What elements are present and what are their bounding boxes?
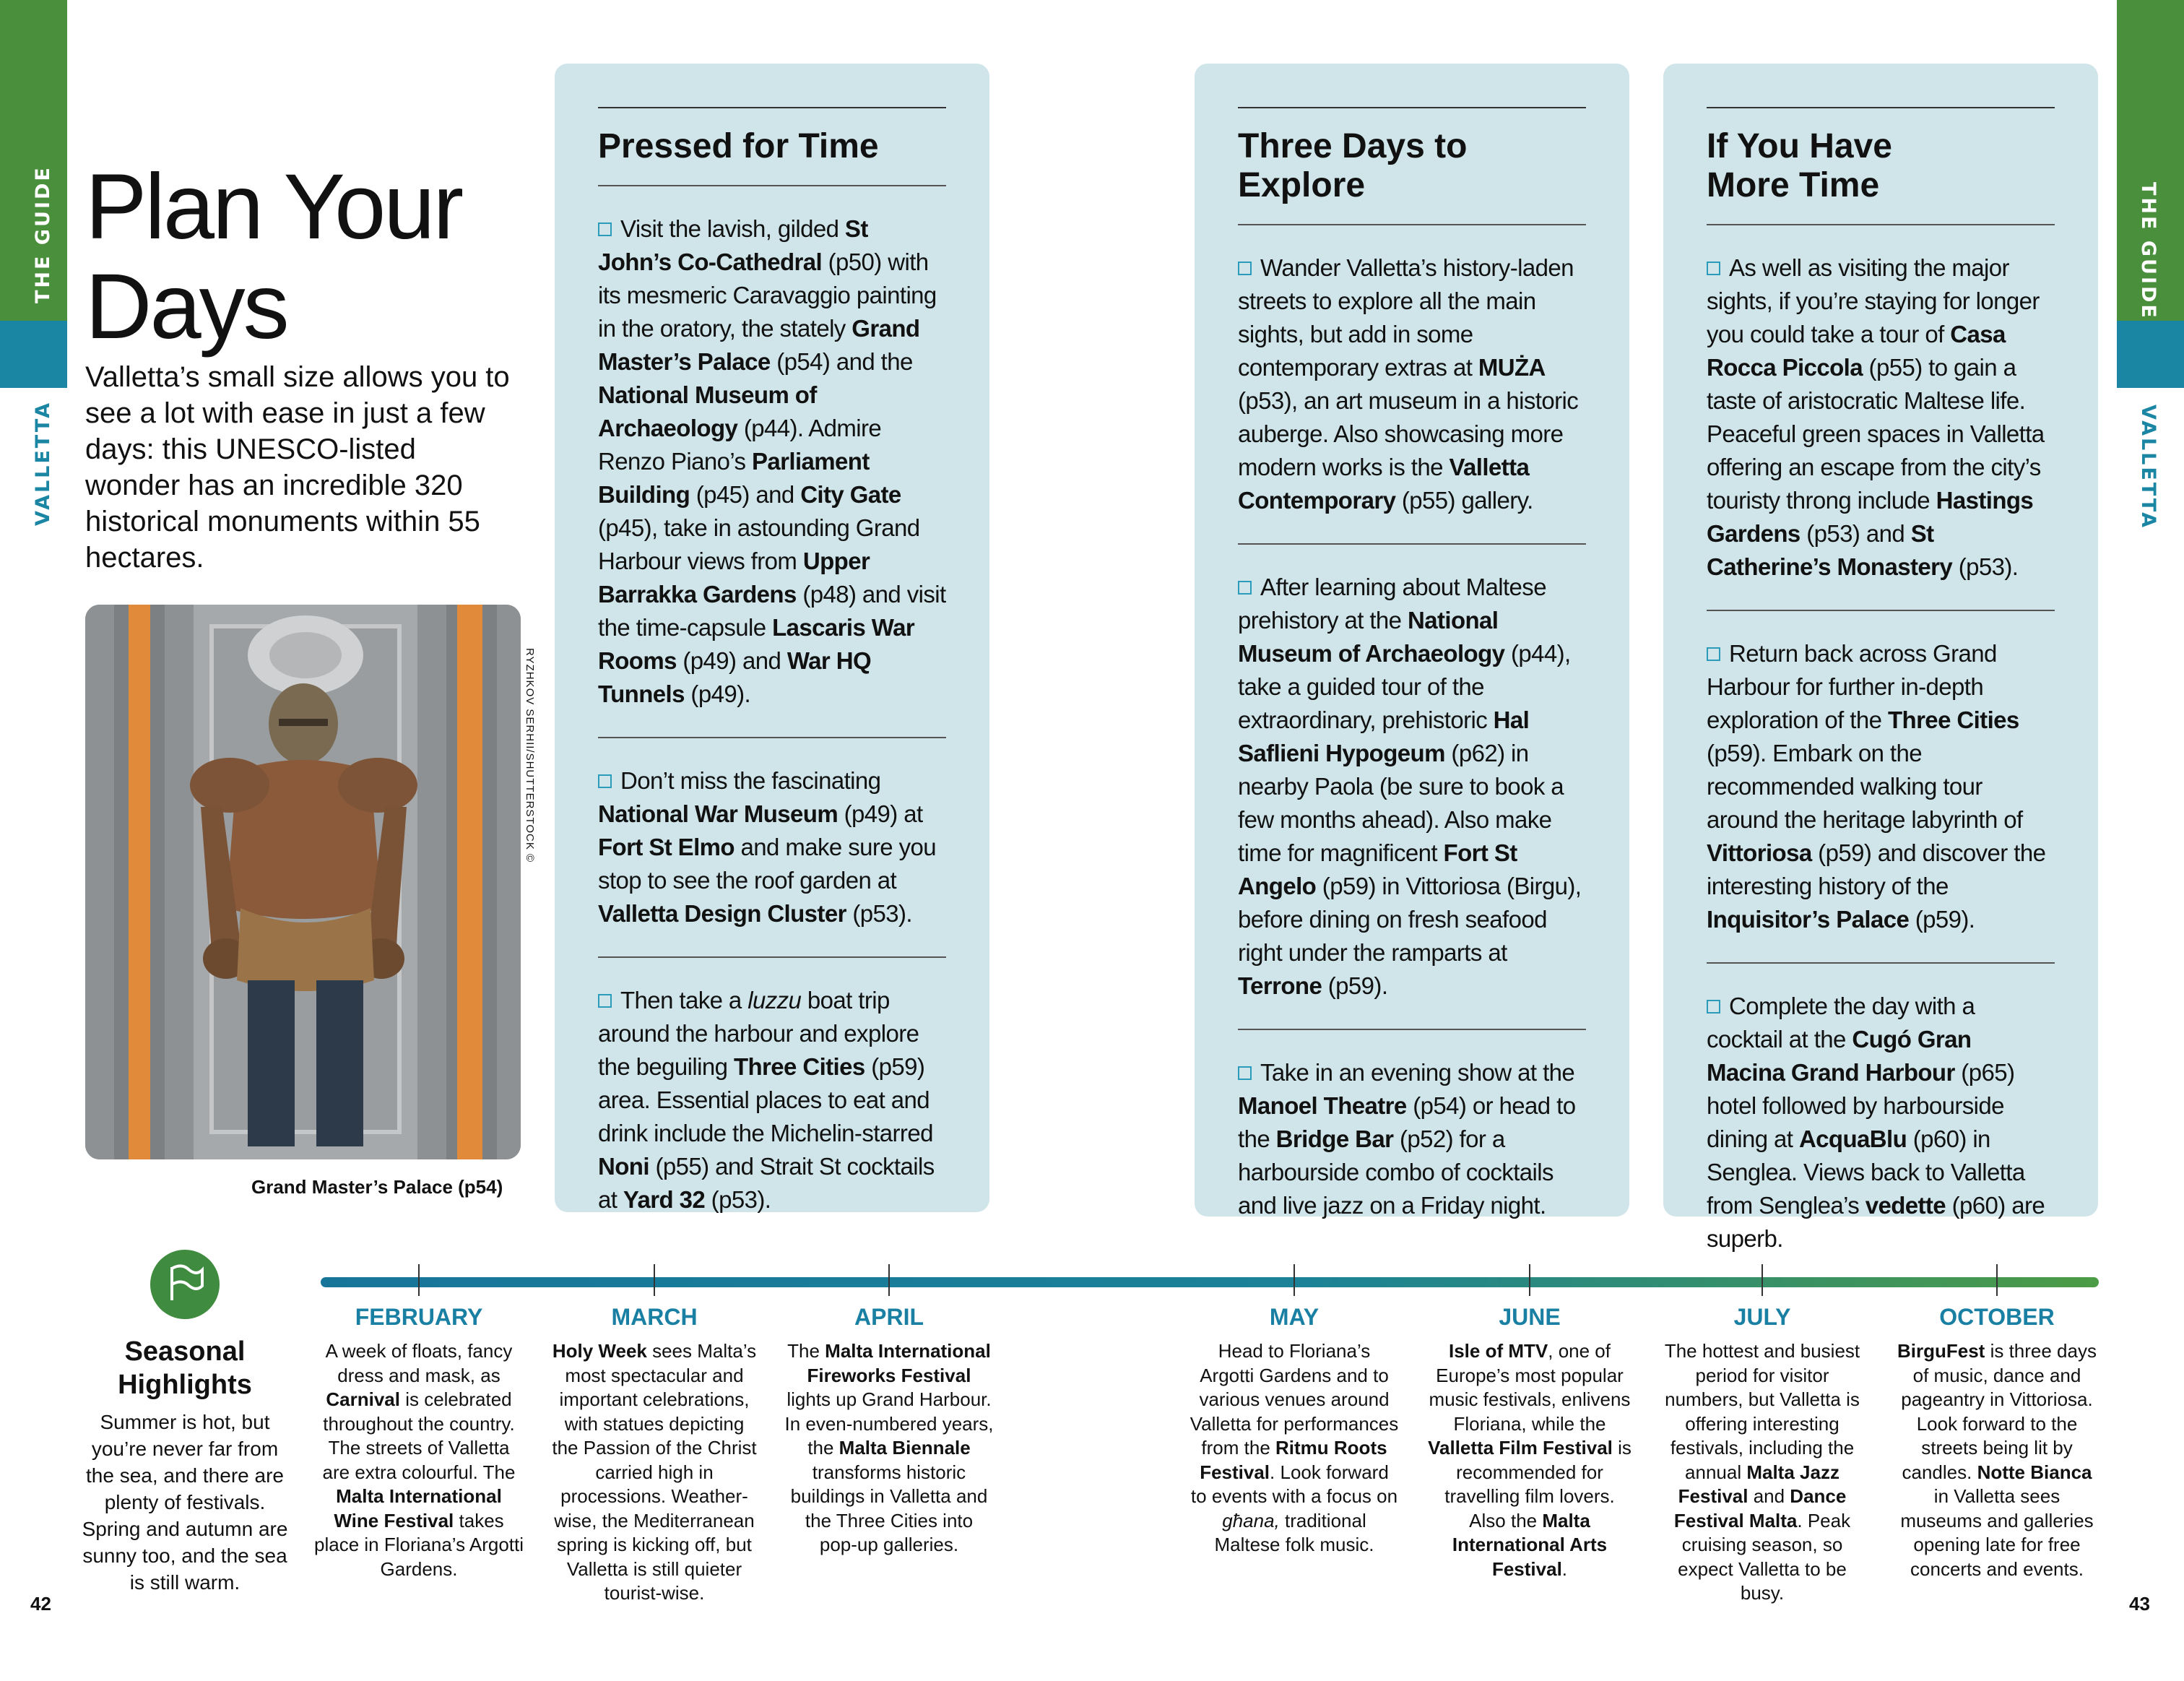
month-name: FEBRUARY <box>355 1304 483 1330</box>
text: (p53). <box>846 900 913 927</box>
text: The <box>787 1340 826 1362</box>
text: is celebrated throughout the country. The streets of Valletta are extra colourful. The <box>322 1388 516 1483</box>
text: (p50) with its mesmeric Caravaggio painting in the oratory, the stately <box>598 249 937 342</box>
card-title: If You Have More Time <box>1707 127 1892 204</box>
checkbox-icon <box>598 222 612 236</box>
checkbox-icon <box>1238 262 1252 275</box>
card-title: Pressed for Time <box>598 127 879 165</box>
text: Complete the day with a cocktail at the <box>1707 993 1975 1053</box>
itinerary-item <box>598 737 946 956</box>
checkbox-icon <box>1707 262 1720 275</box>
month-name: MARCH <box>611 1304 698 1330</box>
checkbox-icon <box>1707 647 1720 661</box>
text: (p59) area. Essential places to eat and drink include the Michelin-starred <box>598 1053 933 1146</box>
bold-text: Terrone <box>1238 972 1322 999</box>
text: A week of floats, fancy dress and mask, as <box>325 1340 513 1386</box>
bold-text: Malta Jazz Festival <box>1678 1461 1840 1507</box>
page-title-text: Plan Your Days <box>85 155 462 358</box>
text: and make sure you stop to see the roof garden at <box>598 834 936 894</box>
text: . <box>1561 1557 1568 1580</box>
bold-text: Fort St Elmo <box>598 834 734 860</box>
checkbox-icon <box>1238 1066 1252 1080</box>
month-april <box>784 1302 994 1557</box>
page-title <box>85 157 490 357</box>
left-guide-label: THE GUIDE <box>32 165 54 303</box>
photo-credit: RYZHKOV SERHII/SHUTTERSTOCK © <box>524 648 536 863</box>
timeline-tick <box>1762 1264 1763 1296</box>
text: (p65) hotel followed by harbourside dining at <box>1707 1059 2015 1152</box>
checkbox-icon <box>598 994 612 1008</box>
bold-text: Cugó Gran Macina Grand Harbour <box>1707 1026 1972 1086</box>
itinerary-item <box>1238 1029 1586 1222</box>
text: lights up Grand Harbour. In even-numbered years, the <box>784 1388 994 1459</box>
bold-text: Vittoriosa <box>1707 839 1812 866</box>
month-october <box>1892 1302 2102 1581</box>
bold-text: Fort St Angelo <box>1238 839 1517 899</box>
month-description <box>784 1339 994 1557</box>
bold-text: Valletta Contemporary <box>1238 454 1530 514</box>
month-name: MAY <box>1269 1304 1320 1330</box>
text: Then take a <box>620 987 748 1014</box>
left-tab-city <box>0 321 67 388</box>
text: . Peak cruising season, so expect Valletta to be busy. <box>1678 1509 1851 1604</box>
bold-text: Dance Festival Malta <box>1673 1485 1847 1531</box>
card-pressed-for-time <box>555 64 989 1212</box>
text: (p54) or head to the <box>1238 1092 1576 1152</box>
text: traditional Maltese folk music. <box>1214 1509 1374 1555</box>
text: Return back across Grand Harbour for further in-depth exploration of the <box>1707 640 1997 733</box>
text: (p62) in nearby Paola (be sure to book a few months ahead). Also make time for magnificent <box>1238 740 1564 866</box>
text: and <box>1748 1485 1790 1507</box>
timeline-tick <box>654 1264 655 1296</box>
bold-text: Casa Rocca Piccola <box>1707 321 2006 381</box>
month-june <box>1425 1302 1634 1581</box>
itinerary-item <box>598 956 946 1217</box>
itinerary-item <box>1707 610 2055 962</box>
text: (p45), take in astounding Grand Harbour views from <box>598 514 920 574</box>
suit-of-armour-image <box>85 605 521 1159</box>
text: , one of Europe’s most popular music festivals, enlivens Floriana, while the <box>1429 1340 1631 1435</box>
text: boat trip around the harbour and explore the beguiling <box>598 987 919 1080</box>
bold-text: Ritmu Roots Festival <box>1200 1437 1387 1483</box>
itinerary-item <box>1707 224 2055 610</box>
month-february <box>314 1302 524 1581</box>
flag-icon <box>150 1250 220 1319</box>
page-number-left: 42 <box>30 1593 51 1615</box>
bold-text: MUŻA <box>1478 354 1546 381</box>
text: Head to Floriana’s Argotti Gardens and to various venues around Valletta for performances from the <box>1190 1340 1399 1459</box>
bold-text: Valletta Design Cluster <box>598 900 846 927</box>
bold-text: National Museum of Archaeology <box>1238 607 1505 667</box>
text: (p59). <box>1909 906 1975 933</box>
checkbox-icon <box>598 774 612 788</box>
text: (p52) for a harbourside combo of cocktails and live jazz on a Friday night. <box>1238 1125 1554 1219</box>
bold-text: BirguFest <box>1897 1340 1985 1362</box>
bold-text: Hal Saflieni Hypogeum <box>1238 706 1530 766</box>
card-items <box>1238 224 1586 1222</box>
left-city-label: VALLETTA <box>32 400 54 526</box>
text: is three days of music, dance and pageantry in Vittoriosa. Look forward to the streets being lit by candles. <box>1901 1340 2097 1483</box>
checkbox-icon <box>1238 581 1252 595</box>
bold-text: National War Museum <box>598 800 838 827</box>
text: is recommended for travelling film lovers. Also the <box>1444 1437 1632 1531</box>
text: (p44). Admire Renzo Piano’s <box>598 415 882 475</box>
text: (p54) and the <box>770 348 913 375</box>
bold-text: Valletta Film Festival <box>1428 1437 1613 1459</box>
itinerary-item <box>598 185 946 737</box>
text: (p55) to gain a taste of aristocratic Maltese life. Peaceful green spaces in Valletta offering an escape from the city’s touristy throng include <box>1707 354 2045 514</box>
month-name: OCTOBER <box>1939 1304 2055 1330</box>
text: in Valletta sees museums and galleries opening late for free concerts and events. <box>1900 1485 2094 1580</box>
bold-text: Carnival <box>326 1388 400 1410</box>
card-items <box>598 185 946 1217</box>
text: After learning about Maltese prehistory at the <box>1238 574 1546 634</box>
checkbox-icon <box>1707 1000 1720 1014</box>
month-description <box>1658 1339 1867 1606</box>
bold-text: Malta International Arts Festival <box>1452 1509 1608 1580</box>
bold-text: Three Cities <box>733 1053 865 1080</box>
bold-text: Upper Barrakka Gardens <box>598 548 870 608</box>
seasonal-text: Summer is hot, but you’re never far from the sea, and there are plenty of festivals. Spring and autumn are sunny too, and the sea is still warm. <box>82 1411 288 1594</box>
text: takes place in Floriana’s Argotti Gardens. <box>314 1509 524 1580</box>
month-july <box>1658 1302 1867 1606</box>
text: (p49) at <box>838 800 923 827</box>
text: (p49) and <box>676 647 787 674</box>
bold-text: War HQ Tunnels <box>598 647 872 707</box>
seasonal-title: Seasonal Highlights <box>118 1336 252 1400</box>
month-march <box>550 1302 759 1606</box>
right-tab-city <box>2117 321 2184 388</box>
text: (p59). Embark on the recommended walking tour around the heritage labyrinth of <box>1707 740 2023 833</box>
bold-text: Three Cities <box>1887 706 2019 733</box>
month-description <box>314 1339 524 1581</box>
bold-text: Notte Bianca <box>1977 1461 2092 1483</box>
armour-photo <box>85 605 521 1159</box>
text: (p59). <box>1322 972 1388 999</box>
text: As well as visiting the major sights, if you’re staying for longer you could take a tour of <box>1707 254 2040 347</box>
page-number-right: 43 <box>2129 1593 2150 1615</box>
card-items <box>1707 224 2055 1256</box>
bold-text: Isle of MTV <box>1449 1340 1548 1362</box>
bold-text: Holy Week <box>552 1340 647 1362</box>
card-title: Three Days to Explore <box>1238 127 1468 204</box>
bold-text: Lascaris War Rooms <box>598 614 915 674</box>
bold-text: Bridge Bar <box>1275 1125 1394 1152</box>
itinerary-item <box>1238 224 1586 543</box>
bold-text: Parliament Building <box>598 448 870 508</box>
timeline-tick <box>1294 1264 1295 1296</box>
text: Take in an evening show at the <box>1260 1059 1575 1086</box>
bold-text: Grand Master’s Palace <box>598 315 920 375</box>
timeline-bar <box>321 1277 2099 1287</box>
timeline-tick <box>888 1264 890 1296</box>
bold-text: Manoel Theatre <box>1238 1092 1407 1119</box>
text: The hottest and busiest period for visitor numbers, but Valletta is offering interesting festivals, including the annual <box>1664 1340 1860 1483</box>
text: (p53). <box>705 1186 771 1213</box>
text: (p60) in Senglea. Views back to Valletta from Senglea’s <box>1707 1125 2025 1219</box>
bold-text: vedette <box>1865 1192 1946 1219</box>
text: (p53) and <box>1800 520 1911 547</box>
itinerary-item <box>1238 543 1586 1029</box>
text: transforms historic buildings in Valletta and the Three Cities into pop-up galleries. <box>790 1461 988 1555</box>
text: (p53), an art museum in a historic auberge. Also showcasing more modern works is the <box>1238 387 1579 480</box>
card-three-days <box>1195 64 1629 1217</box>
bold-text: National Museum of Archaeology <box>598 381 817 441</box>
bold-text: St John’s Co-Cathedral <box>598 215 868 275</box>
text: (p48) and visit the time-capsule <box>598 581 946 641</box>
month-may <box>1190 1302 1399 1557</box>
right-city-label: VALLETTA <box>2137 405 2159 530</box>
text: (p45) and <box>690 481 801 508</box>
text: (p59) in Vittoriosa (Birgu), before dining on fresh seafood right under the ramparts at <box>1238 873 1582 966</box>
text: (p44), take a guided tour of the extraordinary, prehistoric <box>1238 640 1571 733</box>
right-guide-label: THE GUIDE <box>2137 182 2159 320</box>
italic-text: għana, <box>1222 1509 1280 1531</box>
month-description <box>550 1339 759 1606</box>
bold-text: Inquisitor’s Palace <box>1707 906 1910 933</box>
bold-text: Hastings Gardens <box>1707 487 2034 547</box>
text: Visit the lavish, gilded <box>620 215 845 242</box>
text: Don’t miss the fascinating <box>620 767 881 794</box>
intro-text: Valletta’s small size allows you to see a lot with ease in just a few days: this UNESCO-listed wonder has an incredible 320 historical monuments within 55 hectares. <box>85 361 510 574</box>
timeline-tick <box>1996 1264 1998 1296</box>
card-more-time <box>1663 64 2098 1252</box>
bold-text: Malta Biennale <box>838 1437 971 1459</box>
month-description <box>1425 1339 1634 1581</box>
bold-text: Noni <box>598 1153 649 1180</box>
bold-text: AcquaBlu <box>1798 1125 1907 1152</box>
month-description <box>1892 1339 2102 1581</box>
text: Wander Valletta’s history-laden streets to explore all the main sights, but add in some contemporary extras at <box>1238 254 1574 381</box>
bold-text: City Gate <box>800 481 901 508</box>
text: (p53). <box>1952 553 2019 580</box>
text: (p55) gallery. <box>1395 487 1533 514</box>
italic-text: luzzu <box>748 987 802 1014</box>
month-name: JULY <box>1733 1304 1791 1330</box>
month-name: JUNE <box>1499 1304 1561 1330</box>
text: sees Malta’s most spectacular and important celebrations, with statues depicting the Passion of the Christ carried high in processions. Weather-wise, the Mediterranean spring is kicking off, but Valletta is still quieter tourist-wise. <box>552 1340 757 1604</box>
timeline-tick <box>418 1264 420 1296</box>
bold-text: Malta International Fireworks Festival <box>807 1340 991 1386</box>
text: . Look forward to events with a focus on <box>1190 1461 1398 1507</box>
bold-text: Malta International Wine Festival <box>334 1485 502 1531</box>
text: (p55) and Strait St cocktails at <box>598 1153 935 1213</box>
text: (p59) and discover the interesting history of the <box>1707 839 2046 899</box>
text: (p49). <box>684 680 751 707</box>
text: (p60) are superb. <box>1707 1192 2045 1252</box>
timeline-tick <box>1529 1264 1530 1296</box>
bold-text: Yard 32 <box>623 1186 706 1213</box>
bold-text: St Catherine’s Monastery <box>1707 520 1953 580</box>
month-name: APRIL <box>854 1304 924 1330</box>
month-description <box>1190 1339 1399 1557</box>
photo-caption: Grand Master’s Palace (p54) <box>251 1176 503 1198</box>
itinerary-item <box>1707 962 2055 1256</box>
